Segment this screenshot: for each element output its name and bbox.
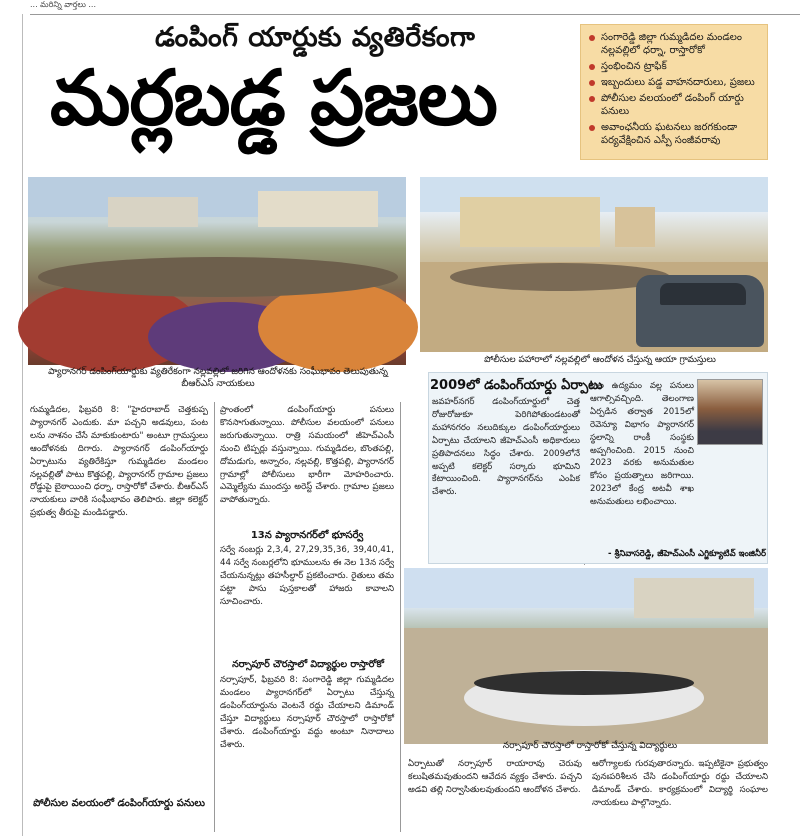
adjacent-column-edge xyxy=(0,14,23,836)
body-column-2b xyxy=(220,544,394,654)
photo1-caption: ప్యారానగర్ డంపింగ్‌యార్డుకు వ్యతిరేకంగా నల్లవల్లిలో జరిగిన ఆందోళనకు సంఘీభావం తెలుపుతున్న బీఆర్‌ఎస్ నాయకులు xyxy=(48,367,388,389)
sidebar-story-heading: 2009లో డంపింగ్‌యార్డు ఏర్పాటు xyxy=(430,378,603,393)
highlight-item: అవాంఛనీయ ఘటనలు జరగకుండా పర్యవేక్షించిన ఎస్పీ సంజీవరావు xyxy=(589,121,761,147)
previous-article-strip: ... మరిన్ని వార్తలు ... xyxy=(30,0,97,9)
subhead-police-cordon: పోలీసుల వలయంలో డంపింగ్‌యార్డు పనులు xyxy=(33,798,205,809)
kicker-headline: డంపింగ్ యార్డుకు వ్యతిరేకంగా xyxy=(155,22,476,53)
body-text: జవహర్‌నగర్ డంపింగ్‌యార్డులో చెత్త రోజురోజుకూ పెరిగిపోతుండటంతో మహానగరం నలుదిక్కుల డంపింగ్‌యార్డులు ఏర్పాటు చేయాలని జీహెచ్ఎంసీ అధికారులు ప్రతిపాదనలు సిద్ధం చేశారు. 2009లోనే అప్పటి కలెక్టర్ సర్కారు భూమిని కేటాయించింది. ప్యారానగర్‌ను ఎంపిక చేశారు. xyxy=(432,397,580,498)
protest-photo-nallavalli xyxy=(28,177,406,365)
students-illustration xyxy=(404,568,768,744)
body-column-2 xyxy=(220,404,394,524)
subhead-land-survey: 13న ప్యారానగర్‌లో భూసర్వే xyxy=(250,530,364,541)
body-text: గాల ఉద్యమం వల్ల పనులు ఆగాల్సివచ్చింది. తెలంగాణ ఏర్పడిన తర్వాత 2015లో రెవెన్యూ విభాగం ప్యారానగర్ స్థలాన్ని రాంకీ సంస్థకు అప్పగించింది. 2015 నుంచి 2023 వరకు అనుమతుల కోసం ప్రయత్నాలు జరిగాయి. 2023లో కేంద్ర అటవీ శాఖ అనుమతులు లభించాయి. xyxy=(590,381,694,508)
body-text: ప్రాంతంలో డంపింగ్‌యార్డు పనులు కొనసాగుతున్నాయి. పోలీసుల వలయంలో పనులు జరుగుతున్నాయి. రాత్రి సమయంలో జీహెచ్ఎంసీ నుంచి టిప్పర్లు వస్తున్నాయి. గుమ్మడిదల, బొంతపల్లి, దోమడుగు, అన్నారం, నల్లవల్లి, కొత్తపల్లి, ప్యారానగర్ గ్రామాల్లో పోలీసులు భారీగా మోహరించారు. ఎమ్మెల్యేను ముందస్తు అరెస్ట్ చేశారు. గ్రామాల ప్రజలు వాపోతున్నారు. xyxy=(220,405,394,506)
body-text: నర్సాపూర్, ఫిబ్రవరి 8: సంగారెడ్డి జిల్లా గుమ్మడిదల మండలం ప్యారానగర్‌లో ఏర్పాటు చేస్తున్న డంపింగ్‌యార్డును వెంటనే రద్దు చేయాలని డిమాండ్ చేస్తూ విద్యార్థులు నర్సాపూర్ చౌరస్తాలో రాస్తారోకో చేశారు. డంపింగ్‌యార్డు వద్దు అంటూ నినాదాలు చేశారు. xyxy=(220,675,394,750)
sidebar-column-2-top xyxy=(590,380,694,508)
body-text: గుమ్మడిదల, ఫిబ్రవరి 8: "హైదరాబాద్ చెత్తకుప్ప ప్యారానగర్ ఎందుకు. మా పచ్చని అడవులు, పంట లను నాశనం చేసే మాకుకుంటారు" అంటూ గ్రామస్తులు ఆందోళనకు దిగారు. ప్యారానగర్ డంపింగ్‌యార్డు ఏర్పాటును వ్యతిరేకిస్తూ గుమ్మడిదల మండలం నల్లవల్లితో పాటు కొత్తపల్లి, ప్యారానగర్ గ్రామాల ప్రజలు రోడ్డుపై బైఠాయించి ధర్నా, రాస్తారోకో చేశారు. బీఆర్ఎస్ నాయకులు వారికి సంఘీభావం తెలిపారు. జిల్లా కలెక్టర్ ప్రభుత్వ తీరుపై మండిపడ్డారు. xyxy=(30,405,208,519)
body-column-5 xyxy=(408,758,582,834)
highlight-item: ఇబ్బందులు పడ్డ వాహనదారులు, ప్రజలు xyxy=(589,76,761,89)
students-rastaroko-photo xyxy=(404,568,768,744)
column-divider xyxy=(214,402,215,832)
main-headline: మర్లబడ్డ ప్రజలు xyxy=(50,53,497,142)
photo2-caption: పోలీసుల పహారాలో నల్లవల్లిలో ఆందోళన చేస్తున్న ఆయా గ్రామస్తులు xyxy=(484,355,716,365)
sidebar-byline: - శ్రీనివాసరెడ్డి, జీహెచ్ఎంసీ ఎగ్జిక్యూటివ్ ఇంజినీర్ xyxy=(608,549,766,559)
crowd-illustration xyxy=(28,177,406,365)
column-divider xyxy=(400,402,401,832)
car-window xyxy=(660,283,746,305)
top-divider xyxy=(30,14,800,15)
highlight-item: పోలీసుల వలయంలో డంపింగ్ యార్డు పనులు xyxy=(589,92,761,118)
photo3-caption: నర్సాపూర్ చౌరస్తాలో రాస్తారోకో చేస్తున్న విద్యార్థులు xyxy=(502,741,678,751)
sidebar-column-1 xyxy=(432,396,580,562)
subhead-student-rastaroko: నర్సాపూర్ చౌరస్తాలో విద్యార్థుల రాస్తారోకో xyxy=(232,659,384,670)
highlights-box xyxy=(580,24,768,160)
engineer-portrait xyxy=(697,379,763,445)
body-text: సర్వే నంబర్లు 2,3,4, 27,29,35,36, 39,40,41, 44 సర్వే నంబర్లలోని భూములను ఈ నెల 13న సర్వే చేయనున్నట్లు తహసీల్దార్ ప్రకటించారు. రైతులు తమ పట్టా పాసు పుస్తకాలతో హాజరు కావాలని సూచించారు. xyxy=(220,545,394,607)
highlight-item: సంగారెడ్డి జిల్లా గుమ్మడిదల మండలం నల్లవల్లిలో ధర్నా, రాస్తారోకో xyxy=(589,31,761,57)
body-column-1 xyxy=(30,404,208,794)
highlight-item: స్తంభించిన ట్రాఫిక్ xyxy=(589,60,761,73)
body-column-2c xyxy=(220,674,394,832)
body-column-6 xyxy=(592,758,768,834)
body-text: ఏర్పాటుతో నర్సాపూర్ రాయారావు చెరువు కలుషితమవుతుందని ఆవేదన వ్యక్తం చేశారు. పచ్చని అడవి తల్లి నిర్వాసితులవుతుందని ఆందోళన చేశారు. xyxy=(408,759,582,795)
body-text: ఆరోగ్యాలకు గురవుతారన్నారు. ఇప్పటికైనా ప్రభుత్వం పునఃపరిశీలన చేసి డంపింగ్‌యార్డు రద్దు చేయాలని డిమాండ్ చేశారు. కార్యక్రమంలో విద్యార్థి సంఘాల నాయకులు పాల్గొన్నారు. xyxy=(592,759,768,808)
